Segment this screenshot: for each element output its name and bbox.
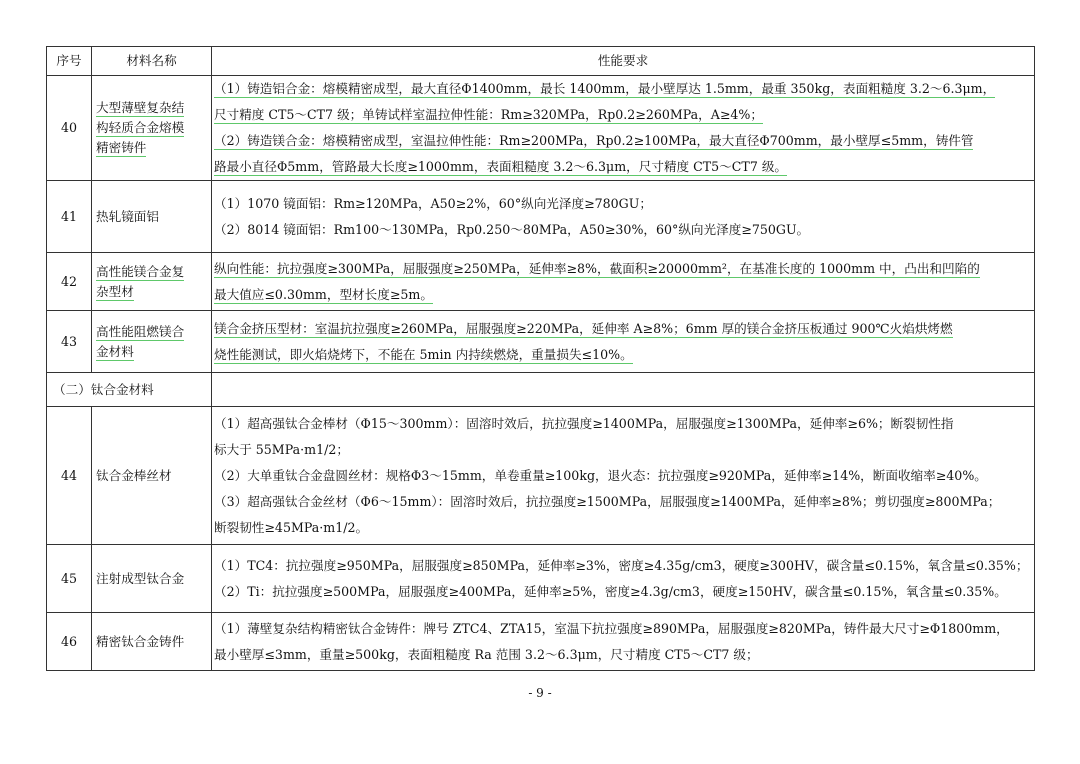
table-row: [47, 181, 1035, 253]
row-number: 40: [47, 76, 92, 181]
section-title: （二）钛合金材料: [47, 373, 212, 407]
table-row: [47, 407, 1035, 545]
header-no: 序号: [47, 47, 92, 76]
material-name: 高性能阻燃镁合 金材料: [92, 311, 212, 373]
material-name: 大型薄壁复杂结 构轻质合金熔模 精密铸件: [92, 76, 212, 181]
table-row: [47, 253, 1035, 311]
material-name: 精密钛合金铸件: [92, 613, 212, 671]
material-name: 热轧镜面铝: [92, 181, 212, 253]
row-number: 43: [47, 311, 92, 373]
requirements: （1）铸造铝合金：熔模精密成型，最大直径Φ1400mm，最长 1400mm，最小壁厚达 1.5mm，最重 350kg，表面粗糙度 3.2～6.3μm， 尺寸精度 CT5～CT7 级；单铸试样室温拉伸性能：Rm≥320MPa，Rp0.2≥260MPa，A≥4%； （2）铸造镁合金：熔模精密成型，室温拉伸性能：Rm≥200MPa，Rp0.2≥100MPa，最大直径Φ700mm，最小壁厚≤5mm，铸件管 路最小直径Φ5mm，管路最大长度≥1000mm，表面粗糙度 3.2～6.3μm，尺寸精度 CT5～CT7 级。: [212, 76, 1035, 181]
header-req: 性能要求: [212, 47, 1035, 76]
table-row: [47, 545, 1035, 613]
page-number: - 9 -: [528, 686, 552, 700]
header-name: 材料名称: [92, 47, 212, 76]
requirements: （1）超高强钛合金棒材（Φ15～300mm）：固溶时效后，抗拉强度≥1400MPa，屈服强度≥1300MPa，延伸率≥6%；断裂韧性指 标大于 55MPa·m1/2； （2）大单重钛合金盘圆丝材：规格Φ3～15mm，单卷重量≥100kg，退火态：抗拉强度≥920MPa，延伸率≥14%，断面收缩率≥40%。 （3）超高强钛合金丝材（Φ6～15mm）：固溶时效后，抗拉强度≥1500MPa，屈服强度≥1400MPa，延伸率≥8%；剪切强度≥800MPa； 断裂韧性≥45MPa·m1/2。: [212, 407, 1035, 545]
row-number: 46: [47, 613, 92, 671]
row-number: 45: [47, 545, 92, 613]
requirements: 纵向性能：抗拉强度≥300MPa，屈服强度≥250MPa，延伸率≥8%，截面积≥20000mm²，在基准长度的 1000mm 中，凸出和凹陷的 最大值应≤0.30mm，型材长度≥5m。: [212, 253, 1035, 311]
table-row: [47, 613, 1035, 671]
table-row: [47, 311, 1035, 373]
material-name: 注射成型钛合金: [92, 545, 212, 613]
row-number: 44: [47, 407, 92, 545]
material-name: 高性能镁合金复 杂型材: [92, 253, 212, 311]
row-number: 42: [47, 253, 92, 311]
spec-table: [46, 46, 1035, 671]
requirements: 镁合金挤压型材：室温抗拉强度≥260MPa，屈服强度≥220MPa，延伸率 A≥8%；6mm 厚的镁合金挤压板通过 900℃火焰烘烤燃 烧性能测试，即火焰烧烤下，不能在 5min 内持续燃烧，重量损失≤10%。: [212, 311, 1035, 373]
table-row: [47, 76, 1035, 181]
section-row: [47, 373, 1035, 407]
material-name: 钛合金棒丝材: [92, 407, 212, 545]
requirements: （1）1070 镜面铝：Rm≥120MPa，A50≥2%，60°纵向光泽度≥780GU； （2）8014 镜面铝：Rm100～130MPa，Rp0.250～80MPa，A50≥30%，60°纵向光泽度≥750GU。: [212, 181, 1035, 253]
requirements: （1）TC4：抗拉强度≥950MPa，屈服强度≥850MPa，延伸率≥3%，密度≥4.35g/cm3，硬度≥300HV，碳含量≤0.15%，氧含量≤0.35%； （2）Ti：抗拉强度≥500MPa，屈服强度≥400MPa，延伸率≥5%，密度≥4.3g/cm3，硬度≥150HV，碳含量≤0.15%，氧含量≤0.35%。: [212, 545, 1035, 613]
table-header-row: [47, 47, 1035, 76]
row-number: 41: [47, 181, 92, 253]
requirements: （1）薄壁复杂结构精密钛合金铸件：牌号 ZTC4、ZTA15，室温下抗拉强度≥890MPa，屈服强度≥820MPa，铸件最大尺寸≥Φ1800mm， 最小壁厚≤3mm，重量≥500kg，表面粗糙度 Ra 范围 3.2～6.3μm，尺寸精度 CT5～CT7 级；: [212, 613, 1035, 671]
